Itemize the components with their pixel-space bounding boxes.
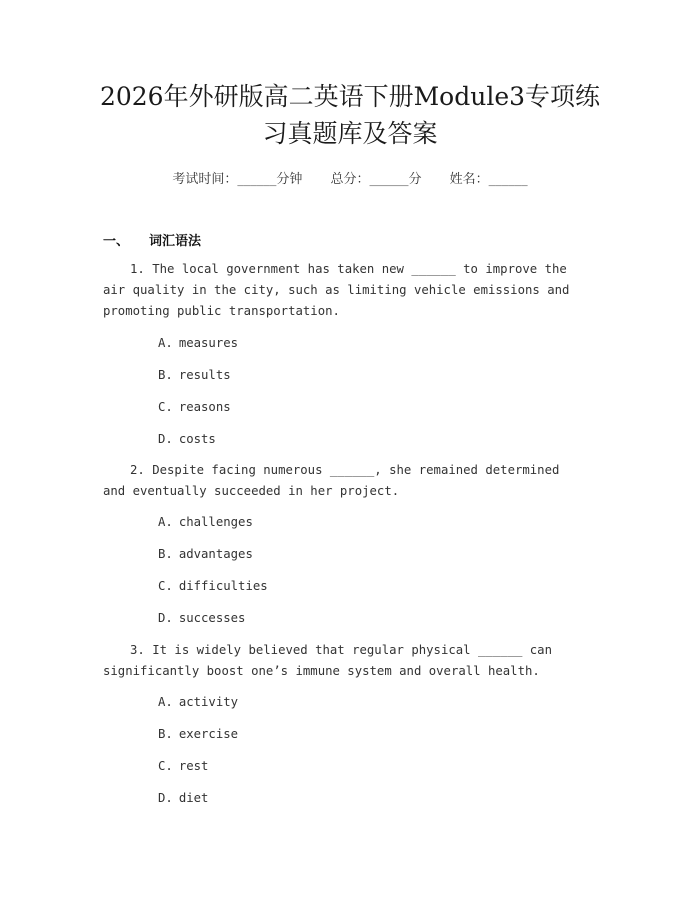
title-line-2: 习真题库及答案 [262, 119, 438, 148]
question-2-option-d: D. successes [158, 611, 246, 625]
exam-info-line [0, 168, 700, 187]
question-2-option-a: A. challenges [158, 515, 253, 529]
question-2-option-c: C. difficulties [158, 579, 268, 593]
section-title: 词汇语法 [149, 234, 202, 249]
total-score-field: 总分：______分 [330, 172, 422, 187]
question-3-text: 3. It is widely believed that regular physical ______ can significantly boost one’s immune system and overall health. [103, 643, 552, 678]
question-1-option-a: A. measures [158, 336, 239, 350]
section-number: 一、 [103, 234, 130, 249]
document-title [60, 78, 640, 152]
question-3-option-b: B. exercise [158, 727, 239, 741]
question-3-option-a: A. activity [158, 695, 239, 709]
exam-time-field: 考试时间：______分钟 [172, 172, 303, 187]
name-field: 姓名：______ [449, 172, 528, 187]
question-2-option-b: B. advantages [158, 547, 253, 561]
question-3-option-c: C. rest [158, 759, 209, 773]
question-1-option-c: C. reasons [158, 400, 231, 414]
question-1-text: 1. The local government has taken new ______ to improve the air quality in the city, such as limiting vehicle emissions and promoting public transportation. [103, 262, 570, 318]
question-1-option-b: B. results [158, 368, 231, 382]
section-heading [103, 230, 201, 249]
question-1-option-d: D. costs [158, 432, 216, 446]
question-3-option-d: D. diet [158, 791, 209, 805]
question-2-text: 2. Despite facing numerous ______, she remained determined and eventually succeeded in her project. [103, 463, 560, 498]
title-line-1: 2026年外研版高二英语下册Module3专项练 [99, 82, 601, 111]
